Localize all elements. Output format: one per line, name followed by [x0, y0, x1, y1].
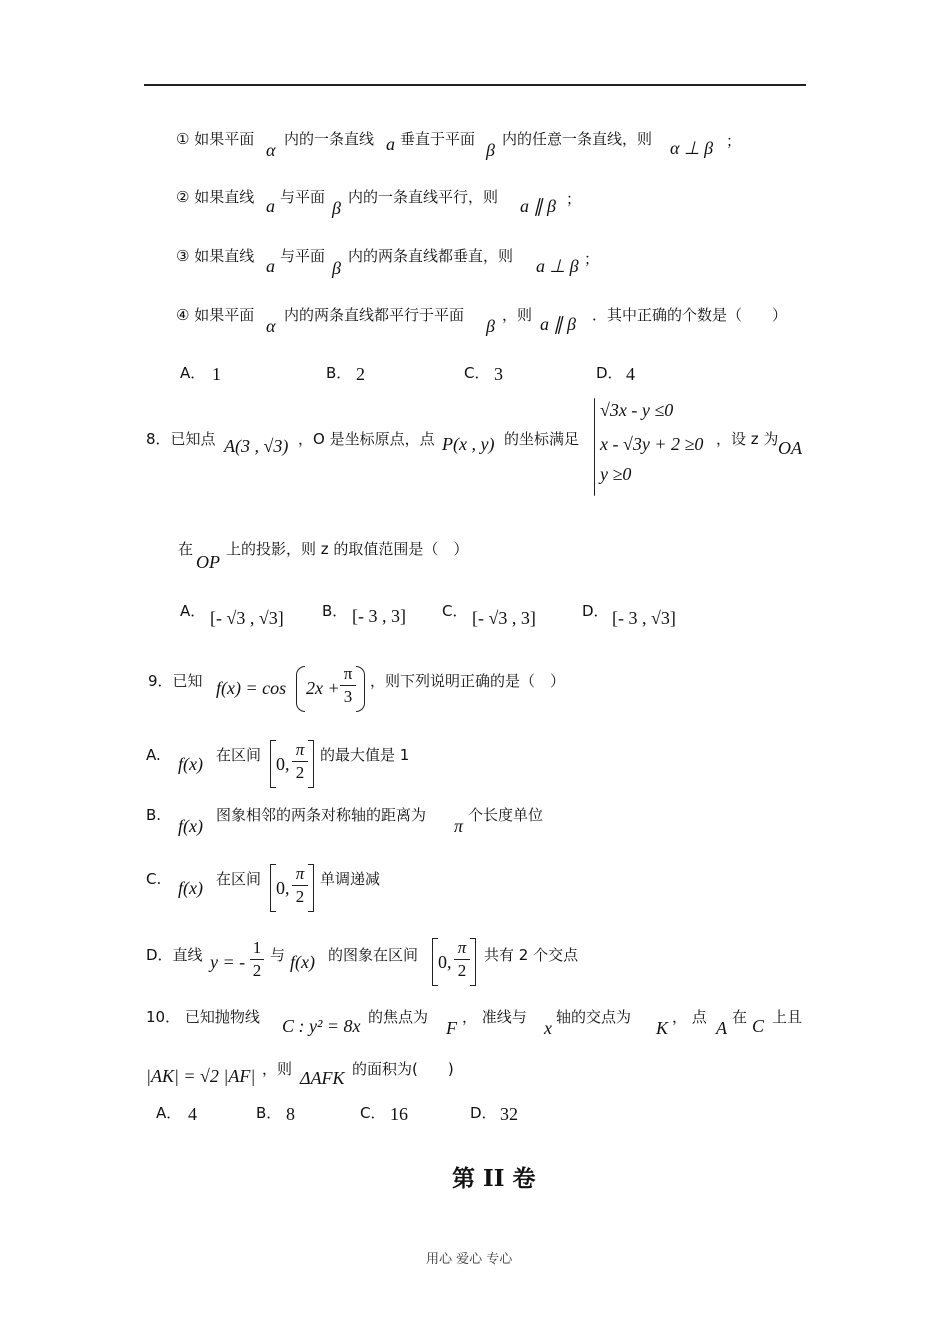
q10-x: x — [544, 1018, 552, 1038]
q8-text-f: 上的投影，则 z 的取值范围是（ ） — [226, 540, 469, 558]
q9-option-a-fraction — [292, 740, 308, 783]
q7-s4-relation: a ∥ β — [540, 314, 576, 334]
q7-s1-text-a: ① 如果平面 — [176, 130, 255, 148]
header-rule — [144, 84, 806, 86]
q9-option-c-fraction-bar — [292, 885, 308, 886]
q10-text-b: 的焦点为 — [368, 1008, 429, 1026]
q8-system-brace — [594, 398, 595, 496]
q10-text-h: ，则 — [262, 1060, 293, 1078]
q9-option-d-text-1: 与 — [270, 946, 286, 964]
q9-option-c-text-2: 单调递减 — [320, 870, 381, 888]
q7-s3-relation: a ⊥ β — [536, 256, 579, 276]
q7-s3-text-b: 与平面 — [280, 247, 326, 265]
q8-text-e: 在 — [178, 540, 194, 558]
q9-option-c-pi: π — [295, 864, 305, 883]
q9-option-a-label: A. — [146, 746, 161, 764]
q7-option-d-value: 4 — [626, 364, 635, 384]
q8-point-p: P(x , y) — [442, 434, 495, 454]
q9-option-a-text-1: 在区间 — [216, 746, 262, 764]
q8-inequality-2: x - √3y + 2 ≥0 — [600, 434, 704, 454]
q9-option-c-f: f(x) — [178, 878, 203, 898]
q8-option-d-label: D． — [582, 602, 609, 620]
q9-text-a: 9．已知 — [148, 672, 203, 690]
q7-s2-text-c: 内的一条直线平行，则 — [348, 188, 499, 206]
q7-s1-alpha: α — [266, 140, 276, 160]
q8-inequality-1: √3x - y ≤0 — [600, 400, 674, 420]
q7-option-c-value: 3 — [494, 364, 503, 384]
q8-vector-oa: OA — [778, 438, 802, 458]
q10-text-g: 上且 — [772, 1008, 803, 1026]
q9-option-d-fraction — [454, 938, 470, 981]
q10-option-a-value: 4 — [188, 1104, 197, 1124]
q10-option-b-label: B． — [256, 1104, 282, 1122]
q9-option-a-f: f(x) — [178, 754, 203, 774]
q7-option-c-label: C． — [464, 364, 490, 382]
q8-option-c-value: [- √3 , 3] — [472, 608, 536, 628]
q7-s4-text-a: ④ 如果平面 — [176, 306, 255, 324]
q9-fraction-bar — [340, 685, 356, 686]
q7-s2-relation: a ∥ β — [520, 196, 556, 216]
q10-text-d: 轴的交点为 — [556, 1008, 632, 1026]
q8-inequality-3: y ≥0 — [600, 464, 632, 484]
q10-focus: F — [446, 1018, 457, 1038]
q10-text-i: 的面积为( ) — [352, 1060, 454, 1078]
q8-option-a-label: A． — [180, 602, 206, 620]
q7-s4-alpha: α — [266, 316, 276, 336]
q9-option-a-two: 2 — [295, 763, 305, 782]
q9-option-c-zero: 0, — [276, 878, 290, 898]
q9-option-d-two2: 2 — [457, 961, 467, 980]
page-footer: 用心 爱心 专心 — [426, 1252, 513, 1267]
q9-text-b: ，则下列说明正确的是（ ） — [370, 672, 566, 690]
q9-option-d-fraction-bar — [454, 959, 470, 960]
q9-option-a-bracket-right — [308, 740, 314, 788]
q9-option-c-bracket-right — [308, 864, 314, 912]
q9-option-d-label: D．直线 — [146, 946, 203, 964]
q7-s2-end: ； — [566, 190, 582, 208]
q7-option-a-label: A． — [180, 364, 206, 382]
q9-option-d-half-bar — [250, 959, 264, 960]
q7-option-b-value: 2 — [356, 364, 365, 384]
q7-option-b-label: B． — [326, 364, 352, 382]
q8-option-b-label: B． — [322, 602, 348, 620]
q7-s4-text-d: ．其中正确的个数是（ ） — [592, 306, 788, 324]
q7-s4-text-c: ，则 — [502, 306, 533, 324]
q9-option-d-one: 1 — [252, 938, 262, 957]
q9-option-b-pi: π — [454, 816, 464, 836]
q8-text-c: 的坐标满足 — [504, 430, 580, 448]
q10-condition: |AK| = √2 |AF| — [146, 1066, 256, 1086]
q10-option-d-label: D． — [470, 1104, 497, 1122]
q7-s4-text-b: 内的两条直线都平行于平面 — [284, 306, 465, 324]
q9-option-a-pi: π — [295, 740, 305, 759]
q8-text-a: 8．已知点 — [146, 430, 216, 448]
q7-s4-beta: β — [486, 316, 495, 336]
q9-option-a-fraction-bar — [292, 761, 308, 762]
q9-option-d-y: y = - — [210, 952, 246, 972]
q7-s1-text-d: 内的任意一条直线，则 — [502, 130, 653, 148]
q9-option-d-text-2: 的图象在区间 — [328, 946, 419, 964]
q9-option-d-two: 2 — [252, 961, 262, 980]
q10-text-c: ， 准线与 — [462, 1008, 527, 1026]
q8-point-a: A(3 , √3) — [224, 436, 289, 456]
q9-paren-left — [296, 666, 305, 712]
q8-option-b-value: [- 3 , 3] — [352, 606, 406, 626]
q10-option-c-value: 16 — [390, 1104, 408, 1124]
q9-option-d-zero: 0, — [438, 952, 452, 972]
q8-option-c-label: C． — [442, 602, 468, 620]
q9-option-a-text-2: 的最大值是 1 — [320, 746, 410, 764]
q7-s3-text-c: 内的两条直线都垂直，则 — [348, 247, 514, 265]
q10-c: C — [752, 1016, 765, 1036]
q7-s1-var: a — [386, 134, 395, 154]
q9-fraction-den: 3 — [343, 687, 353, 706]
q7-s1-text-b: 内的一条直线 — [284, 130, 375, 148]
q7-option-a-value: 1 — [212, 364, 221, 384]
q9-option-c-two: 2 — [295, 887, 305, 906]
q7-s1-text-c: 垂直于平面 — [400, 130, 476, 148]
q9-option-c-fraction — [292, 864, 308, 907]
q7-s2-text-b: 与平面 — [280, 188, 326, 206]
q9-option-d-f: f(x) — [290, 952, 315, 972]
q10-a: A — [716, 1018, 727, 1038]
q8-text-b: ，O 是坐标原点，点 — [298, 430, 435, 448]
q10-triangle: ΔAFK — [300, 1068, 345, 1088]
q9-option-c-text-1: 在区间 — [216, 870, 262, 888]
q9-option-b-label: B. — [146, 806, 162, 824]
q10-option-d-value: 32 — [500, 1104, 518, 1124]
q7-s1-relation: α ⊥ β — [670, 138, 714, 158]
q7-s2-text-a: ② 如果直线 — [176, 188, 255, 206]
q8-option-d-value: [- 3 , √3] — [612, 608, 676, 628]
q9-option-c-label: C. — [146, 870, 162, 888]
q7-s3-text-a: ③ 如果直线 — [176, 247, 255, 265]
q10-option-a-label: A． — [156, 1104, 182, 1122]
q10-text-a: 10． 已知抛物线 — [146, 1008, 260, 1026]
section-title: 第 II 卷 — [452, 1165, 536, 1192]
q9-option-d-pi: π — [457, 938, 467, 957]
q7-s3-end: ； — [584, 250, 600, 268]
q9-option-d-bracket-right — [470, 938, 476, 986]
q9-option-b-text-2: 个长度单位 — [468, 806, 544, 824]
q9-option-d-text-3: 共有 2 个交点 — [484, 946, 579, 964]
q10-text-e: ， 点 — [672, 1008, 707, 1026]
q8-vector-op: OP — [196, 552, 220, 572]
q9-option-a-zero: 0, — [276, 754, 290, 774]
q8-text-d: ，设 z 为 — [716, 430, 779, 448]
q10-equation: C : y² = 8x — [282, 1016, 361, 1036]
q7-s3-var: a — [266, 256, 275, 276]
q9-option-d-fraction-half — [250, 938, 264, 981]
q7-s1-beta: β — [486, 140, 495, 160]
q10-option-b-value: 8 — [286, 1104, 295, 1124]
q7-s2-beta: β — [332, 198, 341, 218]
q9-fraction — [340, 664, 356, 707]
q7-s1-end: ； — [726, 132, 742, 150]
q9-option-b-text-1: 图象相邻的两条对称轴的距离为 — [216, 806, 427, 824]
q9-paren-right — [356, 666, 365, 712]
q9-option-b-f: f(x) — [178, 816, 203, 836]
q7-option-d-label: D． — [596, 364, 623, 382]
q9-fraction-num: π — [343, 664, 353, 683]
q10-text-f: 在 — [732, 1008, 748, 1026]
q7-s2-var: a — [266, 196, 275, 216]
q10-k: K — [656, 1018, 669, 1038]
q7-s3-beta: β — [332, 258, 341, 278]
q9-inner: 2x + — [306, 678, 340, 698]
q9-function: f(x) = cos — [216, 678, 287, 698]
q10-option-c-label: C． — [360, 1104, 386, 1122]
q8-option-a-value: [- √3 , √3] — [210, 608, 284, 628]
